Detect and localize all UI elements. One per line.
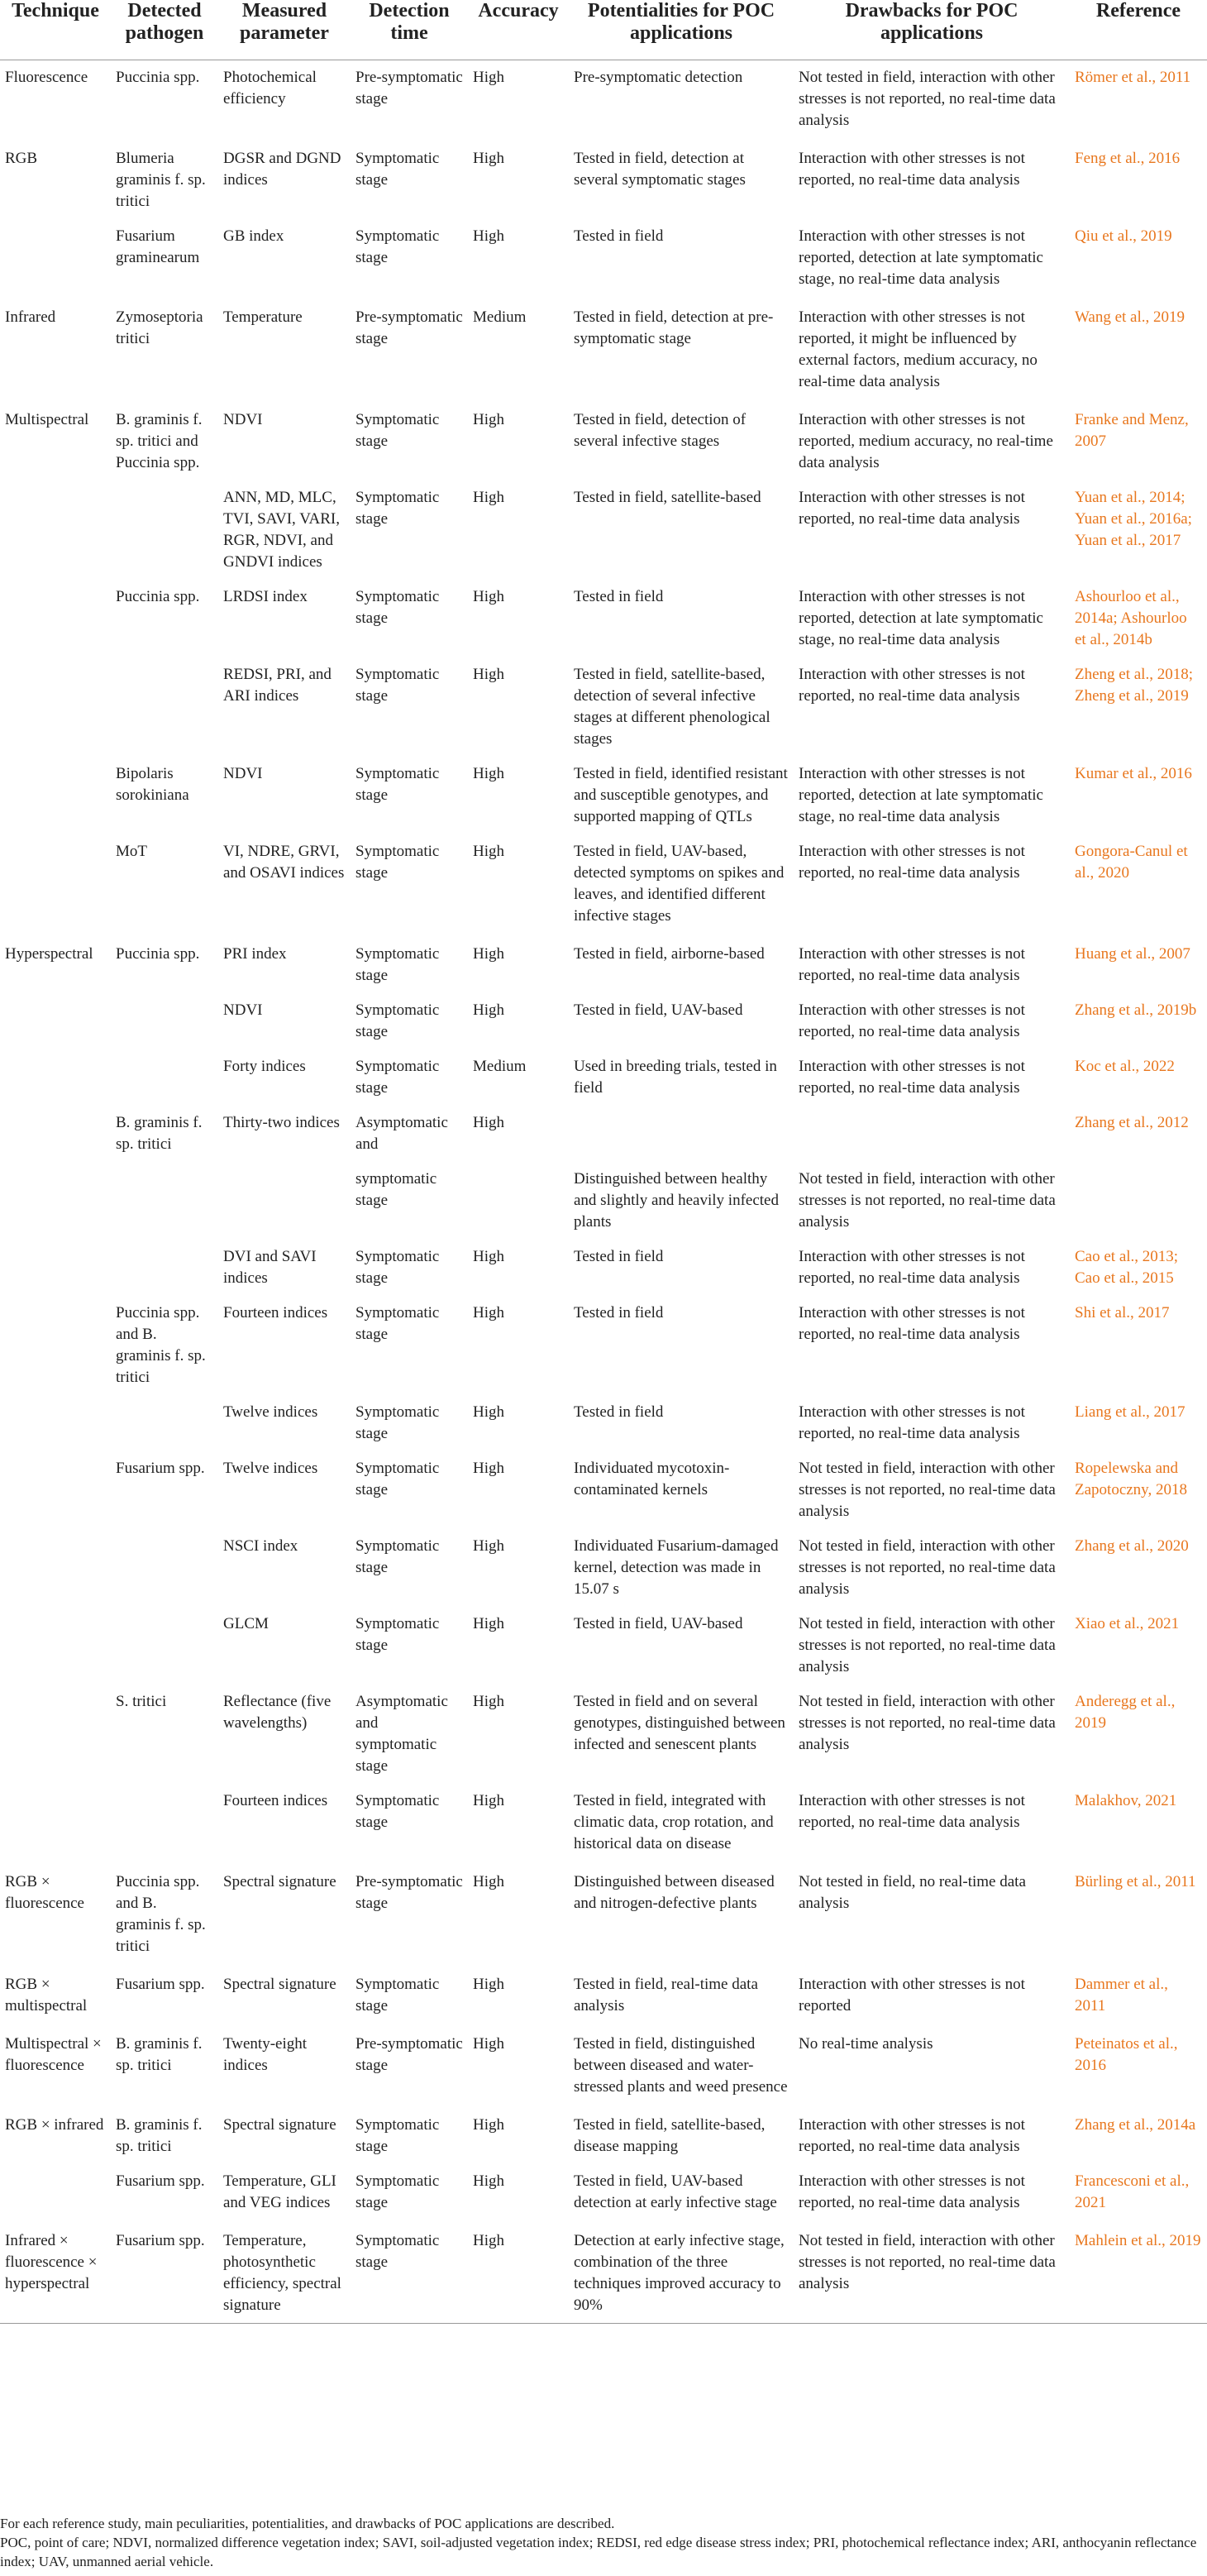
table-row (0, 1451, 1207, 1529)
cell-time: Asymptomatic and symptomatic stage (355, 1693, 448, 1775)
table-row (0, 138, 1207, 219)
cell-reference[interactable]: Römer et al., 2011 (1075, 69, 1191, 86)
cell-accuracy: High (473, 765, 504, 782)
cell-pathogen: Puccinia spp. (116, 69, 200, 86)
cell-parameter: Twelve indices (223, 1403, 318, 1421)
cell-reference[interactable]: Cao et al., 2013; Cao et al., 2015 (1075, 1248, 1179, 1287)
cell-time: Symptomatic stage (355, 1615, 440, 1654)
cell-reference[interactable]: Peteinatos et al., 2016 (1075, 2035, 1178, 2074)
table-row (0, 1049, 1207, 1106)
cell-technique (0, 1162, 111, 1240)
cell-parameter: NSCI index (223, 1537, 298, 1555)
cell-accuracy: High (473, 1873, 504, 1890)
cell-accuracy: High (473, 489, 504, 506)
cell-potential: Tested in field, detection of several infective stages (574, 411, 747, 450)
cell-technique (0, 993, 111, 1049)
header-potential: Potentialities for POC applications (569, 0, 794, 60)
cell-reference[interactable]: Yuan et al., 2014; Yuan et al., 2016a; Yuan et al., 2017 (1075, 489, 1192, 549)
cell-reference[interactable]: Zhang et al., 2020 (1075, 1537, 1189, 1555)
table-row (0, 60, 1207, 139)
cell-reference[interactable]: Kumar et al., 2016 (1075, 765, 1192, 782)
table-row (0, 580, 1207, 657)
table-row (0, 1784, 1207, 1862)
cell-reference[interactable]: Shi et al., 2017 (1075, 1304, 1170, 1321)
cell-potential: Tested in field, distinguished between diseased and water-stressed plants and weed presence (574, 2035, 788, 2096)
cell-time: Symptomatic stage (355, 1058, 440, 1097)
cell-accuracy: High (473, 2172, 504, 2190)
cell-parameter: GB index (223, 227, 284, 245)
cell-pathogen: Puccinia spp. and B. graminis f. sp. tritici (116, 1304, 206, 1386)
cell-pathogen: Fusarium spp. (111, 2220, 218, 2324)
cell-parameter: Forty indices (223, 1058, 306, 1075)
cell-time: Pre-symptomatic stage (355, 1873, 463, 1912)
cell-time: Pre-symptomatic stage (355, 2035, 463, 2074)
table-row (0, 2024, 1207, 2105)
cell-reference[interactable]: Zheng et al., 2018; Zheng et al., 2019 (1075, 666, 1193, 705)
cell-parameter: Fourteen indices (223, 1792, 328, 1809)
cell-potential: Tested in field and on several genotypes, distinguished between infected and senescent plants (574, 1693, 785, 1753)
cell-parameter: PRI index (223, 945, 287, 963)
cell-time: Symptomatic stage (355, 765, 440, 804)
header-parameter: Measured parameter (218, 0, 351, 60)
cell-accuracy: High (473, 1304, 504, 1321)
table-row (0, 2105, 1207, 2164)
cell-reference[interactable]: Bürling et al., 2011 (1075, 1873, 1196, 1890)
cell-drawbacks: Interaction with other stresses is not reported, detection at late symptomatic stage, no real-time data analysis (799, 227, 1043, 288)
table-row (0, 934, 1207, 993)
cell-technique: RGB (5, 150, 38, 167)
cell-reference[interactable] (1070, 1162, 1207, 1240)
cell-technique (0, 1106, 111, 1162)
cell-technique (0, 1395, 111, 1451)
cell-potential: Tested in field, detection at pre-symptomatic stage (574, 308, 774, 347)
cell-drawbacks: Not tested in field, interaction with other stresses is not reported, no real-time data analysis (799, 1693, 1056, 1753)
cell-drawbacks: No real-time analysis (799, 2035, 933, 2053)
table-row (0, 993, 1207, 1049)
cell-parameter: VI, NDRE, GRVI, and OSAVI indices (223, 843, 345, 882)
cell-technique (0, 580, 111, 657)
cell-accuracy: High (473, 1248, 504, 1265)
cell-drawbacks: Interaction with other stresses is not reported, no real-time data analysis (799, 843, 1025, 882)
cell-parameter: Temperature, GLI and VEG indices (223, 2172, 336, 2211)
cell-technique (0, 2164, 111, 2220)
cell-drawbacks (794, 1106, 1070, 1162)
cell-drawbacks: Not tested in field, interaction with other stresses is not reported, no real-time data analysis (799, 69, 1056, 129)
table-row (0, 757, 1207, 834)
cell-accuracy: High (468, 2220, 569, 2324)
cell-time: Symptomatic stage (355, 150, 440, 189)
cell-accuracy: High (473, 1976, 504, 1993)
cell-time: Symptomatic stage (355, 1460, 440, 1498)
cell-parameter: Reflectance (five wavelengths) (223, 1693, 332, 1732)
cell-drawbacks: Interaction with other stresses is not reported, no real-time data analysis (799, 1304, 1025, 1343)
cell-pathogen: B. graminis f. sp. tritici (116, 1114, 203, 1153)
cell-reference[interactable]: Koc et al., 2022 (1075, 1058, 1175, 1075)
cell-parameter: Photochemical efficiency (223, 69, 317, 108)
cell-pathogen: S. tritici (116, 1693, 167, 1710)
table-row (0, 1529, 1207, 1607)
cell-pathogen (111, 1240, 218, 1296)
cell-time: Symptomatic stage (355, 945, 440, 984)
table-row (0, 480, 1207, 580)
cell-time: Symptomatic stage (355, 411, 440, 450)
cell-pathogen (111, 1395, 218, 1451)
cell-pathogen: MoT (116, 843, 147, 860)
cell-technique (0, 657, 111, 757)
cell-time: Symptomatic stage (355, 1403, 440, 1442)
cell-accuracy: High (473, 1693, 504, 1710)
table-row (0, 1240, 1207, 1296)
cell-reference[interactable]: Qiu et al., 2019 (1075, 227, 1172, 245)
cell-parameter: Twelve indices (223, 1460, 318, 1477)
cell-reference[interactable]: Anderegg et al., 2019 (1075, 1693, 1176, 1732)
cell-technique: Multispectral (5, 411, 89, 428)
cell-drawbacks: Interaction with other stresses is not reported, no real-time data analysis (799, 489, 1025, 528)
cell-accuracy: High (473, 227, 504, 245)
cell-parameter (218, 1162, 351, 1240)
cell-pathogen: B. graminis f. sp. tritici and Puccinia spp. (116, 411, 203, 471)
cell-technique: RGB × infrared (5, 2116, 104, 2134)
cell-reference[interactable]: Ropelewska and Zapotoczny, 2018 (1075, 1460, 1187, 1498)
header-pathogen: Detected pathogen (111, 0, 218, 60)
header-reference: Reference (1070, 0, 1207, 60)
cell-potential: Tested in field, satellite-based, disease mapping (574, 2116, 766, 2155)
cell-pathogen: Puccinia spp. (116, 945, 200, 963)
cell-parameter: Temperature (223, 308, 303, 326)
header-drawbacks: Drawbacks for POC applications (794, 0, 1070, 60)
table-row (0, 1964, 1207, 2024)
cell-drawbacks: Not tested in field, interaction with other stresses is not reported, no real-time data analysis (799, 1537, 1056, 1598)
cell-potential: Tested in field (574, 1304, 664, 1321)
cell-parameter: ANN, MD, MLC, TVI, SAVI, VARI, RGR, NDVI, and GNDVI indices (223, 489, 340, 571)
cell-potential: Pre-symptomatic detection (574, 69, 743, 86)
cell-parameter: REDSI, PRI, and ARI indices (223, 666, 332, 705)
cell-drawbacks: Interaction with other stresses is not reported, no real-time data analysis (799, 945, 1025, 984)
cell-drawbacks: Interaction with other stresses is not reported, no real-time data analysis (799, 666, 1025, 705)
table-row (0, 2220, 1207, 2324)
cell-parameter: Temperature, photosynthetic efficiency, spectral signature (218, 2220, 351, 2324)
cell-accuracy: Medium (473, 308, 527, 326)
cell-time: Symptomatic stage (355, 1001, 440, 1040)
cell-parameter: NDVI (223, 765, 263, 782)
cell-reference[interactable]: Zhang et al., 2012 (1075, 1114, 1189, 1131)
cell-reference[interactable]: Gongora-Canul et al., 2020 (1075, 843, 1188, 882)
table-row (0, 399, 1207, 480)
cell-time: Symptomatic stage (355, 1976, 440, 2014)
cell-parameter: Spectral signature (223, 1873, 336, 1890)
cell-accuracy: High (473, 2116, 504, 2134)
cell-accuracy: Medium (473, 1058, 527, 1075)
cell-technique (0, 1049, 111, 1106)
cell-reference[interactable]: Dammer et al., 2011 (1075, 1976, 1168, 2014)
cell-drawbacks: Not tested in field, interaction with other stresses is not reported, no real-time data analysis (799, 1170, 1056, 1231)
cell-potential: Tested in field (574, 227, 664, 245)
cell-reference[interactable]: Mahlein et al., 2019 (1070, 2220, 1207, 2324)
cell-parameter: NDVI (223, 411, 263, 428)
cell-pathogen: Zymoseptoria tritici (116, 308, 203, 347)
cell-reference[interactable]: Huang et al., 2007 (1075, 945, 1190, 963)
cell-time: Symptomatic stage (355, 588, 440, 627)
cell-potential: Distinguished between diseased and nitrogen-defective plants (574, 1873, 775, 1912)
table-row (0, 1162, 1207, 1240)
cell-accuracy: High (473, 1537, 504, 1555)
cell-technique: Multispectral × fluorescence (5, 2035, 102, 2074)
cell-time: Pre-symptomatic stage (355, 69, 463, 108)
cell-potential: Individuated mycotoxin-contaminated kernels (574, 1460, 730, 1498)
cell-drawbacks: Interaction with other stresses is not reported, no real-time data analysis (799, 1792, 1025, 1831)
table-row (0, 1296, 1207, 1395)
cell-pathogen (111, 1607, 218, 1685)
cell-drawbacks: Not tested in field, interaction with other stresses is not reported, no real-time data analysis (799, 1460, 1056, 1520)
cell-potential: Tested in field, airborne-based (574, 945, 765, 963)
cell-technique: Infrared (5, 308, 56, 326)
cell-time: Asymptomatic and (355, 1114, 448, 1153)
cell-time: Symptomatic stage (355, 666, 440, 705)
cell-potential: Tested in field, UAV-based (574, 1615, 743, 1632)
cell-technique (0, 1685, 111, 1784)
header-time: Detection time (351, 0, 468, 60)
cell-reference[interactable]: Zhang et al., 2019b (1075, 1001, 1197, 1019)
cell-parameter: DVI and SAVI indices (223, 1248, 317, 1287)
cell-reference[interactable]: Francesconi et al., 2021 (1075, 2172, 1190, 2211)
cell-drawbacks: Interaction with other stresses is not reported (799, 1976, 1025, 2014)
cell-pathogen: Fusarium spp. (116, 2172, 205, 2190)
cell-potential: Tested in field, identified resistant and susceptible genotypes, and supported mapping of QTLs (574, 765, 788, 825)
header-technique: Technique (0, 0, 111, 60)
cell-pathogen: Fusarium graminearum (116, 227, 200, 266)
cell-pathogen: B. graminis f. sp. tritici (116, 2116, 203, 2155)
cell-time: Symptomatic stage (355, 1248, 440, 1287)
cell-time: Symptomatic stage (355, 2172, 440, 2211)
cell-parameter: LRDSI index (223, 588, 308, 605)
cell-time: Symptomatic stage (355, 1792, 440, 1831)
cell-accuracy: High (473, 1403, 504, 1421)
cell-technique: RGB × fluorescence (5, 1873, 84, 1912)
cell-drawbacks: Interaction with other stresses is not reported, medium accuracy, no real-time data analysis (799, 411, 1053, 471)
cell-pathogen: Bipolaris sorokiniana (116, 765, 189, 804)
cell-pathogen (111, 657, 218, 757)
cell-potential: Tested in field, UAV-based, detected symptoms on spikes and leaves, and identified different infective stages (574, 843, 785, 925)
cell-drawbacks: Not tested in field, interaction with other stresses is not reported, no real-time data analysis (799, 1615, 1056, 1675)
table-row (0, 297, 1207, 399)
cell-technique (0, 219, 111, 297)
table-footnotes (0, 2514, 1207, 2571)
cell-accuracy: High (473, 1114, 504, 1131)
cell-potential (569, 1106, 794, 1162)
cell-potential: Tested in field, UAV-based (574, 1001, 743, 1019)
cell-potential: Tested in field (574, 1248, 664, 1265)
cell-reference[interactable]: Zhang et al., 2014a (1075, 2116, 1196, 2134)
cell-time: symptomatic stage (355, 1170, 437, 1209)
cell-potential: Individuated Fusarium-damaged kernel, detection was made in 15.07 s (574, 1537, 779, 1598)
cell-parameter: Thirty-two indices (223, 1114, 340, 1131)
cell-time: Symptomatic stage (355, 2116, 440, 2155)
cell-potential: Tested in field, UAV-based detection at early infective stage (574, 2172, 777, 2211)
cell-accuracy: High (473, 1001, 504, 1019)
cell-potential: Used in breeding trials, tested in field (574, 1058, 777, 1097)
cell-pathogen: Puccinia spp. and B. graminis f. sp. tritici (116, 1873, 206, 1955)
cell-reference[interactable]: Ashourloo et al., 2014a; Ashourloo et al., 2014b (1075, 588, 1187, 648)
cell-drawbacks: Interaction with other stresses is not reported, no real-time data analysis (799, 1248, 1025, 1287)
cell-pathogen (111, 1162, 218, 1240)
cell-potential: Tested in field (574, 588, 664, 605)
cell-pathogen (111, 1784, 218, 1862)
cell-accuracy: High (473, 588, 504, 605)
cell-pathogen: Fusarium spp. (116, 1460, 205, 1477)
cell-technique (0, 1607, 111, 1685)
cell-drawbacks: Interaction with other stresses is not reported, no real-time data analysis (799, 1058, 1025, 1097)
cell-potential: Tested in field, satellite-based (574, 489, 761, 506)
cell-drawbacks: Interaction with other stresses is not reported, no real-time data analysis (799, 2172, 1025, 2211)
cell-drawbacks: Interaction with other stresses is not reported, detection at late symptomatic stage, no real-time data analysis (799, 765, 1043, 825)
cell-accuracy: High (473, 69, 504, 86)
cell-parameter: Spectral signature (223, 2116, 336, 2134)
footnote-description: For each reference study, main peculiarities, potentialities, and drawbacks of POC applications are described. (0, 2516, 615, 2531)
cell-time: Symptomatic stage (355, 1304, 440, 1343)
table-row (0, 219, 1207, 297)
cell-technique: RGB × multispectral (5, 1976, 88, 2014)
cell-technique (0, 1529, 111, 1607)
cell-reference[interactable]: Feng et al., 2016 (1075, 150, 1181, 167)
cell-drawbacks: Interaction with other stresses is not reported, no real-time data analysis (799, 1001, 1025, 1040)
table-body (0, 60, 1207, 2324)
table-row (0, 834, 1207, 934)
cell-accuracy: High (473, 666, 504, 683)
cell-technique (0, 834, 111, 934)
cell-parameter: GLCM (223, 1615, 269, 1632)
cell-reference[interactable]: Franke and Menz, 2007 (1075, 411, 1189, 450)
cell-accuracy: High (473, 2035, 504, 2053)
cell-accuracy (468, 1162, 569, 1240)
cell-time: Symptomatic stage (355, 489, 440, 528)
cell-pathogen: B. graminis f. sp. tritici (116, 2035, 203, 2074)
cell-parameter: Fourteen indices (223, 1304, 328, 1321)
cell-technique (0, 1240, 111, 1296)
cell-reference[interactable]: Xiao et al., 2021 (1075, 1615, 1180, 1632)
cell-technique (0, 1451, 111, 1529)
cell-reference[interactable]: Wang et al., 2019 (1075, 308, 1186, 326)
cell-drawbacks: Not tested in field, no real-time data analysis (799, 1873, 1026, 1912)
cell-technique: Fluorescence (5, 69, 88, 86)
cell-accuracy: High (473, 1615, 504, 1632)
cell-pathogen (111, 480, 218, 580)
cell-technique: Infrared × fluorescence × hyperspectral (0, 2220, 111, 2324)
cell-reference[interactable]: Liang et al., 2017 (1075, 1403, 1186, 1421)
cell-pathogen: Fusarium spp. (116, 1976, 205, 1993)
cell-potential: Tested in field, satellite-based, detection of several infective stages at different phenological stages (574, 666, 770, 748)
cell-accuracy: High (473, 1792, 504, 1809)
cell-time: Pre-symptomatic stage (355, 308, 463, 347)
cell-drawbacks: Not tested in field, interaction with other stresses is not reported, no real-time data analysis (794, 2220, 1070, 2324)
table-row (0, 1862, 1207, 1964)
table-row (0, 1607, 1207, 1685)
cell-parameter: DGSR and DGND indices (223, 150, 341, 189)
cell-accuracy: High (473, 150, 504, 167)
cell-accuracy: High (473, 945, 504, 963)
cell-reference[interactable]: Malakhov, 2021 (1075, 1792, 1177, 1809)
cell-drawbacks: Interaction with other stresses is not reported, no real-time data analysis (799, 1403, 1025, 1442)
cell-time: Symptomatic stage (355, 1537, 440, 1576)
cell-potential: Tested in field, detection at several symptomatic stages (574, 150, 746, 189)
cell-drawbacks: Interaction with other stresses is not reported, no real-time data analysis (799, 150, 1025, 189)
cell-technique: Hyperspectral (5, 945, 93, 963)
cell-time: Symptomatic stage (355, 227, 440, 266)
cell-technique (0, 1784, 111, 1862)
table-row (0, 1685, 1207, 1784)
cell-pathogen (111, 1049, 218, 1106)
cell-pathogen: Blumeria graminis f. sp. tritici (116, 150, 206, 210)
cell-parameter: Spectral signature (223, 1976, 336, 1993)
cell-technique (0, 1296, 111, 1395)
cell-potential: Tested in field (574, 1403, 664, 1421)
cell-drawbacks: Interaction with other stresses is not reported, detection at late symptomatic stage, no real-time data analysis (799, 588, 1043, 648)
cell-potential: Tested in field, real-time data analysis (574, 1976, 758, 2014)
cell-time: Symptomatic stage (355, 843, 440, 882)
cell-potential: Detection at early infective stage, combination of the three techniques improved accuracy to 90% (569, 2220, 794, 2324)
cell-technique (0, 480, 111, 580)
table-row (0, 2164, 1207, 2220)
footnote-abbreviations: POC, point of care; NDVI, normalized difference vegetation index; SAVI, soil-adjusted vegetation index; REDSI, red edge disease stress index; PRI, photochemical reflectance index; ARI, anthocyanin reflectance index; UAV, unmanned aerial vehicle. (0, 2535, 1197, 2569)
cell-time: Symptomatic stage (351, 2220, 468, 2324)
table-row (0, 657, 1207, 757)
cell-parameter: Twenty-eight indices (223, 2035, 308, 2074)
header-accuracy: Accuracy (468, 0, 569, 60)
table-row (0, 1395, 1207, 1451)
cell-parameter: NDVI (223, 1001, 263, 1019)
cell-potential: Distinguished between healthy and slightly and heavily infected plants (574, 1170, 779, 1231)
cell-potential: Tested in field, integrated with climatic data, crop rotation, and historical data on disease (574, 1792, 774, 1852)
cell-pathogen (111, 1529, 218, 1607)
cell-drawbacks: Interaction with other stresses is not reported, no real-time data analysis (799, 2116, 1025, 2155)
cell-accuracy: High (473, 411, 504, 428)
cell-technique (0, 757, 111, 834)
cell-pathogen: Puccinia spp. (116, 588, 200, 605)
cell-accuracy: High (473, 843, 504, 860)
cell-drawbacks: Interaction with other stresses is not reported, it might be influenced by external factors, medium accuracy, no real-time data analysis (799, 308, 1038, 390)
header-row (0, 0, 1207, 60)
table-row (0, 1106, 1207, 1162)
cell-pathogen (111, 993, 218, 1049)
cell-accuracy: High (473, 1460, 504, 1477)
